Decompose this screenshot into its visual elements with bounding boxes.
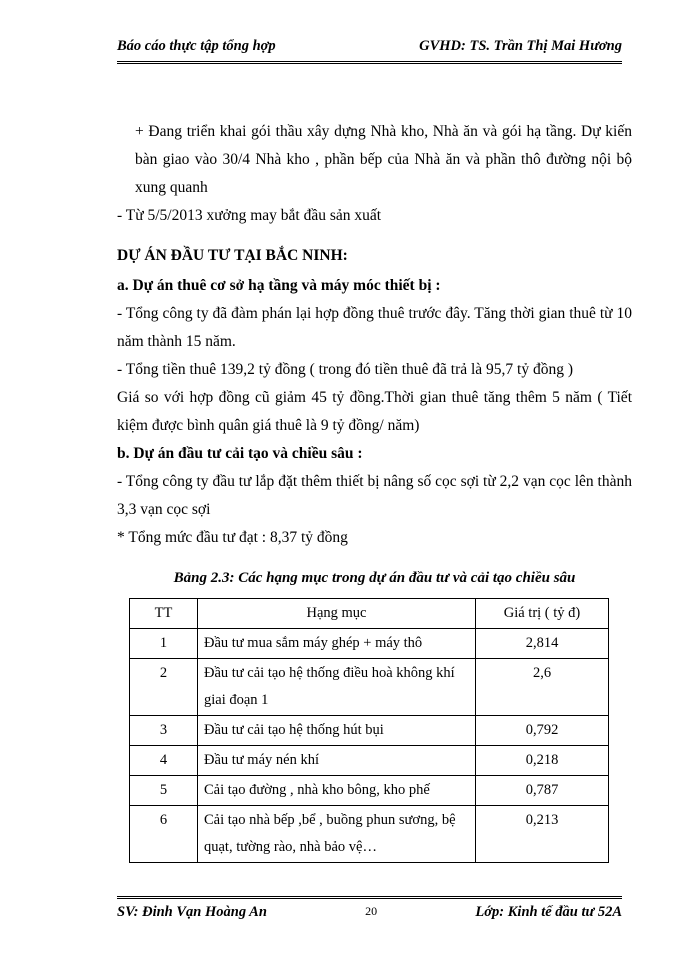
table-row <box>130 629 609 659</box>
cell-tt: 2 <box>130 659 198 716</box>
header-cell-value: Giá trị ( tỷ đ) <box>476 599 609 629</box>
subheading-b: b. Dự án đầu tư cải tạo và chiều sâu : <box>117 445 363 462</box>
cell-item: Cải tạo đường , nhà kho bông, kho phế <box>198 776 476 806</box>
table-row <box>130 746 609 776</box>
cell-value: 0,787 <box>476 776 609 806</box>
paragraph-construction: + Đang triển khai gói thầu xây dựng Nhà kho, Nhà ăn và gói hạ tầng. Dự kiến bàn giao vào 30/4 Nhà kho , phần bếp của Nhà ăn và phần thô đường nội bộ xung quanh <box>135 123 632 196</box>
cell-tt: 5 <box>130 776 198 806</box>
cell-value: 0,792 <box>476 716 609 746</box>
cell-item: Đầu tư cải tạo hệ thống hút bụi <box>198 716 476 746</box>
cell-tt: 1 <box>130 629 198 659</box>
header-advisor: GVHD: TS. Trần Thị Mai Hương <box>419 38 622 54</box>
cell-tt: 4 <box>130 746 198 776</box>
section-heading: DỰ ÁN ĐẦU TƯ TẠI BẮC NINH: <box>117 247 348 264</box>
cell-value: 0,218 <box>476 746 609 776</box>
page-header <box>117 38 622 64</box>
paragraph-spindles: - Tổng công ty đầu tư lắp đặt thêm thiết bị nâng số cọc sợi từ 2,2 vạn cọc lên thành 3,3 vạn cọc sợi <box>117 473 632 518</box>
page-number: 20 <box>365 904 378 918</box>
table-caption: Bảng 2.3: Các hạng mục trong dự án đầu tư và cải tạo chiều sâu <box>173 570 576 586</box>
cell-value: 0,213 <box>476 806 609 863</box>
header-cell-tt: TT <box>130 599 198 629</box>
paragraph-lease-total: - Tổng tiền thuê 139,2 tỷ đồng ( trong đó tiền thuê đã trả là 95,7 tỷ đồng ) <box>117 361 574 378</box>
footer-student: SV: Đinh Vạn Hoàng An <box>117 904 267 920</box>
page-footer <box>117 896 622 921</box>
table-row <box>130 659 609 716</box>
table-row <box>130 716 609 746</box>
paragraph-lease-renegotiation: - Tổng công ty đã đàm phán lại hợp đồng thuê trước đây. Tăng thời gian thuê từ 10 năm thành 15 năm. <box>117 305 632 350</box>
page-body <box>117 118 632 863</box>
cell-item: Đầu tư mua sắm máy ghép + máy thô <box>198 629 476 659</box>
cell-value: 2,814 <box>476 629 609 659</box>
table-row <box>130 776 609 806</box>
cell-item: Đầu tư cải tạo hệ thống điều hoà không khí giai đoạn 1 <box>198 659 476 716</box>
table-header-row <box>130 599 609 629</box>
cell-item: Cải tạo nhà bếp ,bể , buồng phun sương, bệ quạt, tường rào, nhà bảo vệ… <box>198 806 476 863</box>
paragraph-production-start: - Từ 5/5/2013 xưởng may bắt đầu sản xuất <box>117 207 382 224</box>
cell-tt: 6 <box>130 806 198 863</box>
table-row <box>130 806 609 863</box>
cell-value: 2,6 <box>476 659 609 716</box>
paragraph-total-investment: * Tổng mức đầu tư đạt : 8,37 tỷ đồng <box>117 529 348 546</box>
cell-tt: 3 <box>130 716 198 746</box>
paragraph-savings: Giá so với hợp đồng cũ giảm 45 tỷ đồng.Thời gian thuê tăng thêm 5 năm ( Tiết kiệm được bình quân giá thuê là 9 tỷ đồng/ năm) <box>117 389 632 434</box>
header-report-title: Báo cáo thực tập tổng hợp <box>117 38 276 54</box>
subheading-a: a. Dự án thuê cơ sở hạ tầng và máy móc thiết bị : <box>117 277 441 294</box>
header-cell-item: Hạng mục <box>198 599 476 629</box>
footer-class: Lớp: Kinh tế đầu tư 52A <box>475 904 622 920</box>
investment-items-table <box>129 598 609 863</box>
cell-item: Đầu tư máy nén khí <box>198 746 476 776</box>
